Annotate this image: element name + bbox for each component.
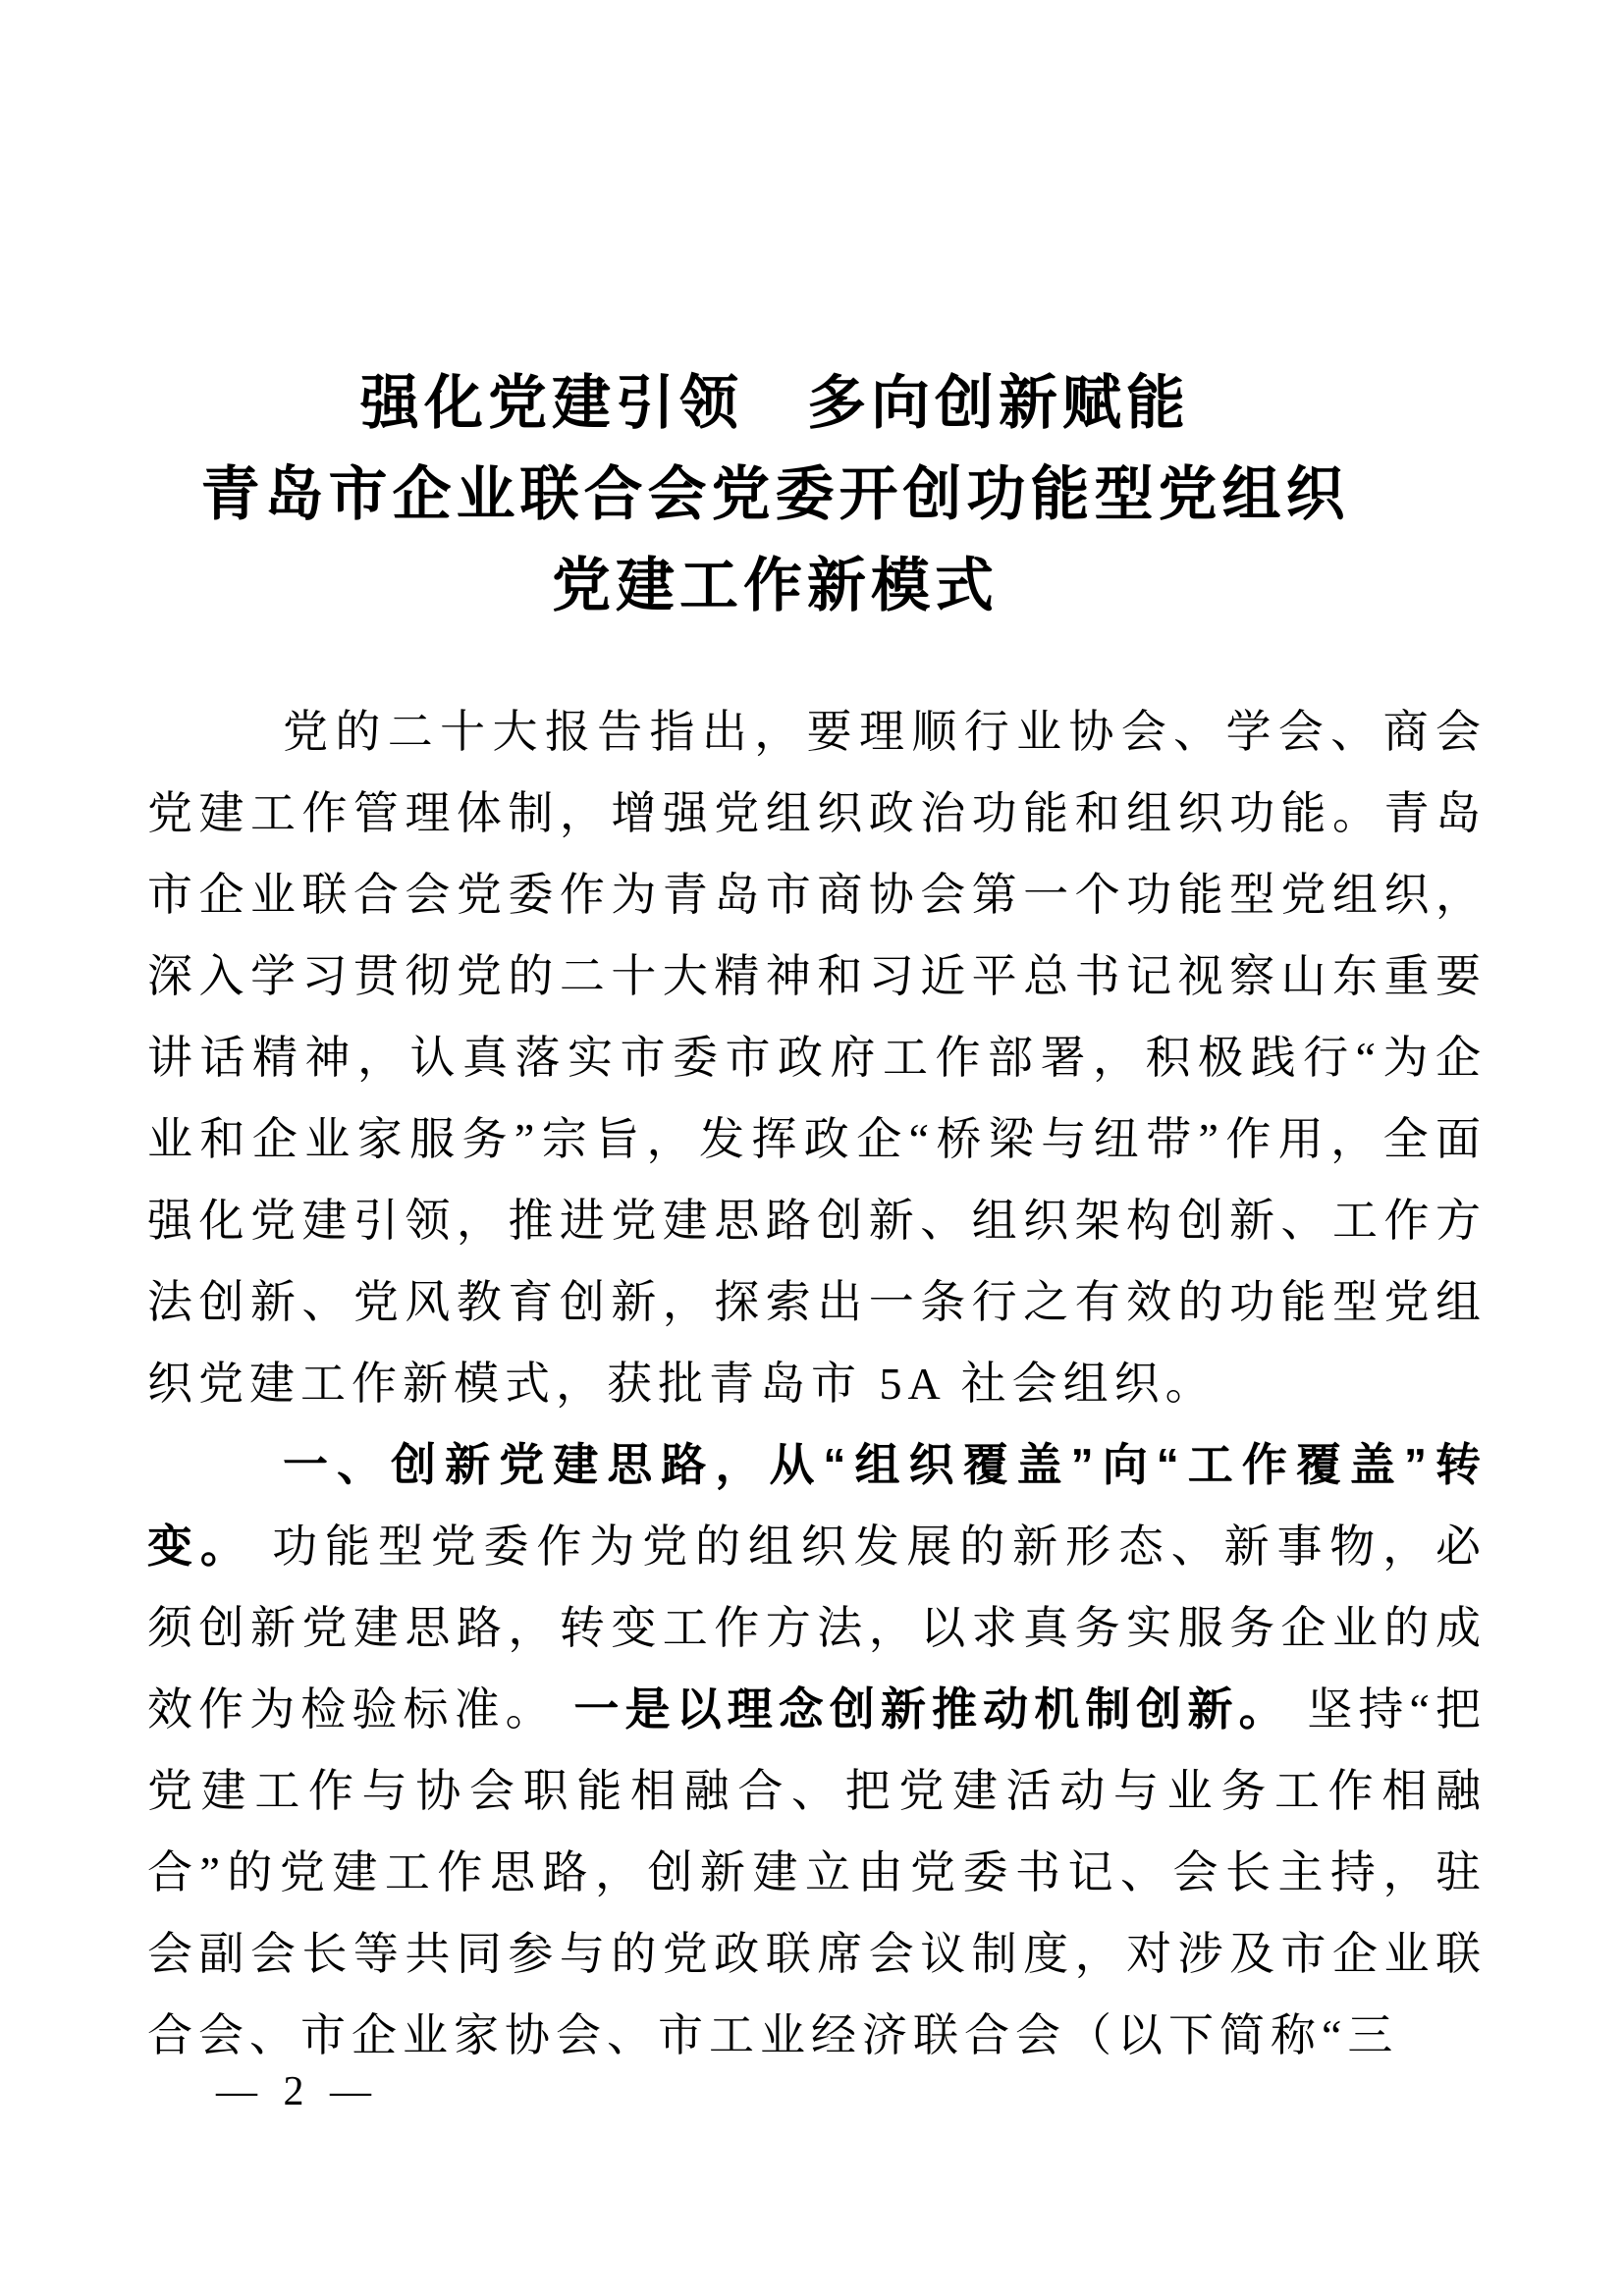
document-title [0, 358, 1624, 632]
paragraph-2-emphasis-bold: 一是以理念创新推动机制创新。 [573, 1684, 1290, 1735]
paragraph-2-text-after-emphasis: 坚持“把党建工作与协会职能相融合、把党建活动与业务工作相融合”的党建工作思路，创新建立由党委书记、会长主持，驻会副会长等共同参与的党政联席会议制度，对涉及市企业联合会、市企业家协会、市工业经济联合会（以下简称“三 [147, 1684, 1488, 2060]
document-title-line-2: 青岛市企业联合会党委开创功能型党组织 [200, 462, 1350, 527]
paragraph-2 [147, 1424, 1487, 2076]
paragraph-2-text-after-heading: 功能型党委作为党的组织发展的新形态、新事物，必须创新党建思路，转变工作方法，以求真务实服务企业的成效作为检验标准。 [147, 1522, 1488, 1735]
paragraph-1 [147, 691, 1487, 1424]
document-body [147, 691, 1487, 2076]
paragraph-2-heading-bold: 一、创新党建思路，从“组织覆盖”向“工作覆盖”转变。 [147, 1439, 1487, 1572]
document-title-line-1: 强化党建引领 多向创新赋能 [360, 371, 1190, 436]
paragraph-1-text: 党的二十大报告指出，要理顺行业协会、学会、商会党建工作管理体制，增强党组织政治功能和组织功能。青岛市企业联合会党委作为青岛市商协会第一个功能型党组织，深入学习贯彻党的二十大精神和习近平总书记视察山东重要讲话精神，认真落实市委市政府工作部署，积极践行“为企业和企业家服务”宗旨，发挥政企“桥梁与纽带”作用，全面强化党建引领，推进党建思路创新、组织架构创新、工作方法创新、党风教育创新，探索出一条行之有效的功能型党组织党建工作新模式，获批青岛市 5A 社会组织。 [147, 707, 1487, 1409]
document-title-line-3: 党建工作新模式 [552, 554, 999, 618]
page-number: — 2 — [216, 2069, 379, 2114]
